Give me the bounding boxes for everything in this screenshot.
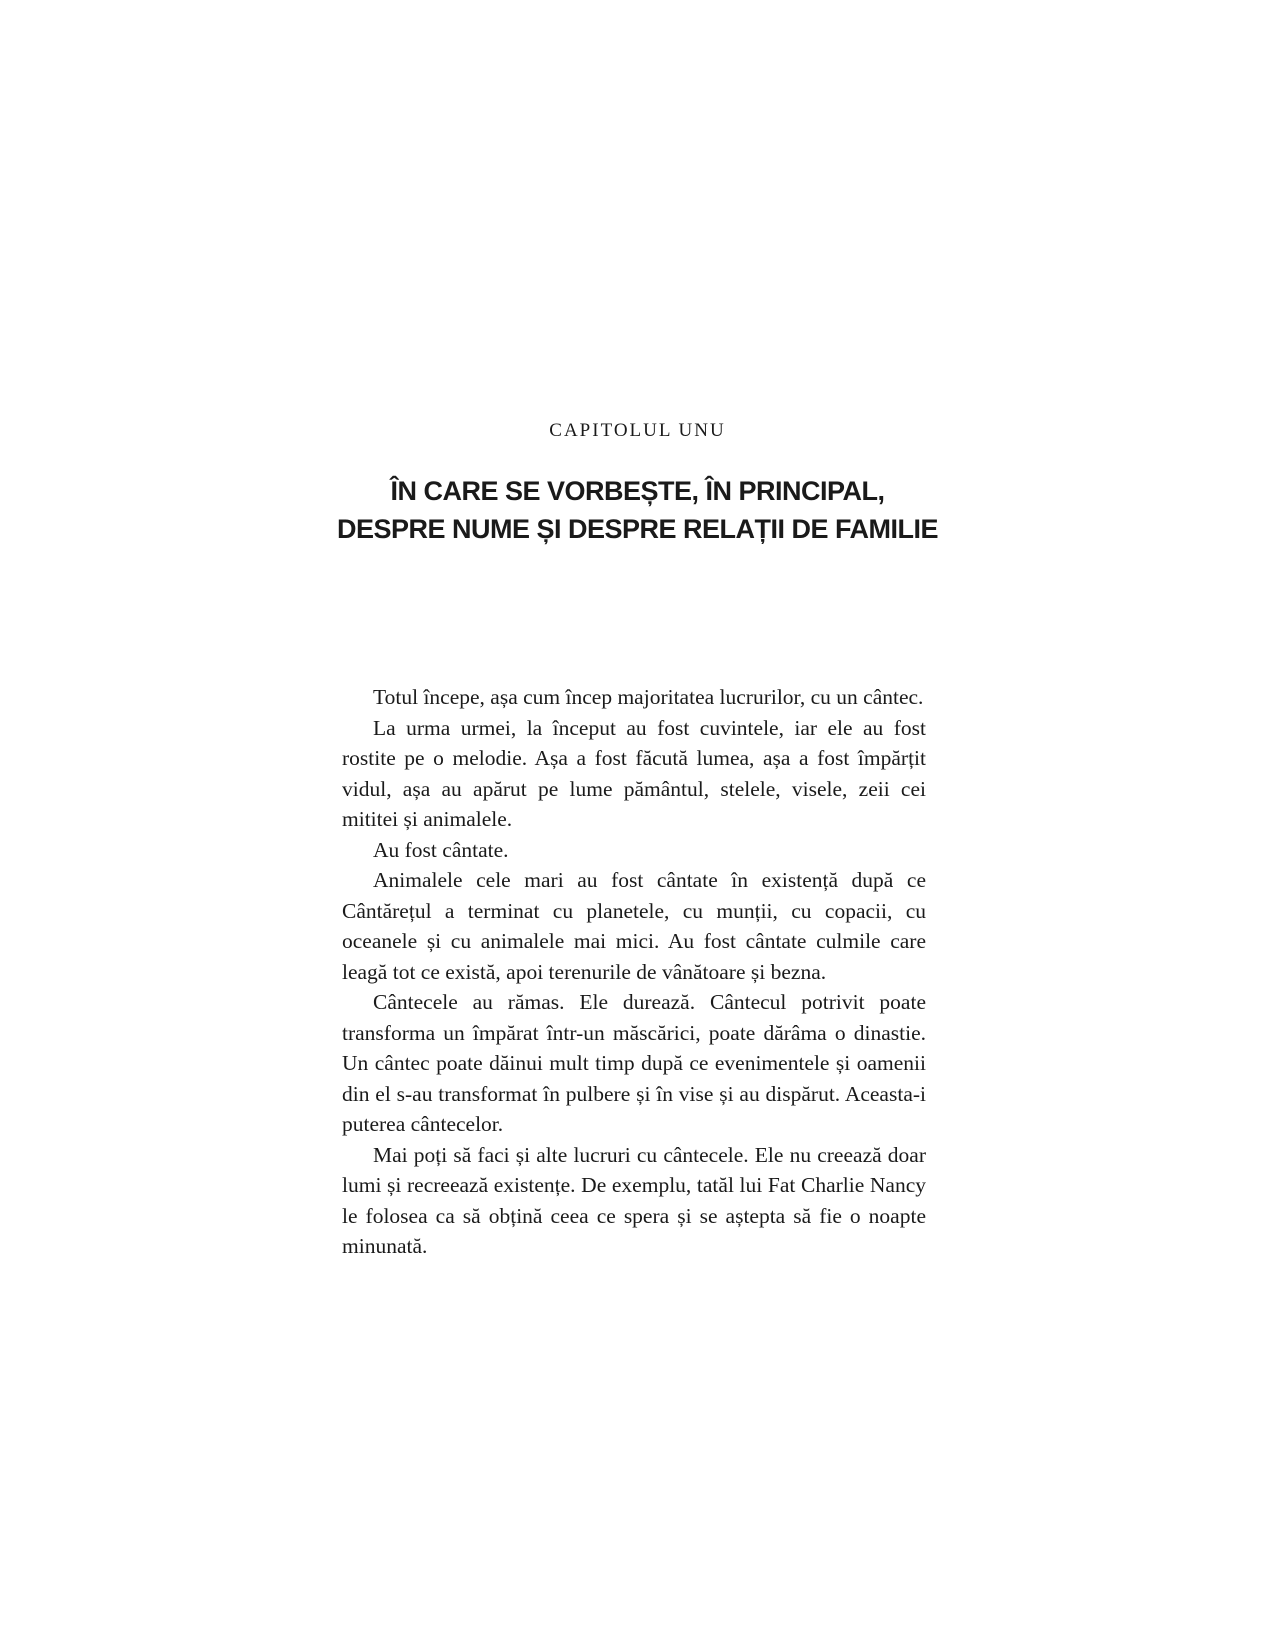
chapter-label: CAPITOLUL UNU [549,420,726,441]
paragraph: Cântecele au rămas. Ele durează. Cântecul potrivit poate transforma un împărat într-un măscărici, poate dărâma o dinastie. Un cântec poate dăinui mult timp după ce evenimentele și oamenii din el s-au transformat în pulbere și în vise și au dispărut. Aceasta-i puterea cântecelor. [342,990,926,1136]
paragraph: Totul începe, așa cum încep majoritatea lucrurilor, cu un cântec. [373,685,924,709]
paragraph: Animalele cele mari au fost cântate în existență după ce Cântărețul a terminat cu planetele, cu munții, cu copacii, cu oceanele și cu animalele mai mici. Au fost cântate culmile care leagă tot ce există, apoi terenurile de vânătoare și bezna. [342,868,926,984]
chapter-body [342,682,926,1262]
chapter-title-line-1: ÎN CARE SE VORBEȘTE, ÎN PRINCIPAL, [390,476,885,506]
paragraph: Au fost cântate. [373,837,509,862]
paragraph: La urma urmei, la început au fost cuvintele, iar ele au fost rostite pe o melodie. Așa a fost făcută lumea, așa a fost împărțit vidul, așa au apărut pe lume pământul, stelele, visele, zeii cei mititei și animalele. [342,715,926,831]
paragraph: Mai poți să faci și alte lucruri cu cântecele. Ele nu creează doar lumi și recreează existențe. De exemplu, tatăl lui Fat Charlie Nancy le folosea ca să obțină ceea ce spera și se aștepta să fie o noapte minunată. [342,1142,926,1258]
chapter-title-line-2: DESPRE NUME ȘI DESPRE RELAȚII DE FAMILIE [336,514,939,544]
chapter-title [0,472,1275,548]
